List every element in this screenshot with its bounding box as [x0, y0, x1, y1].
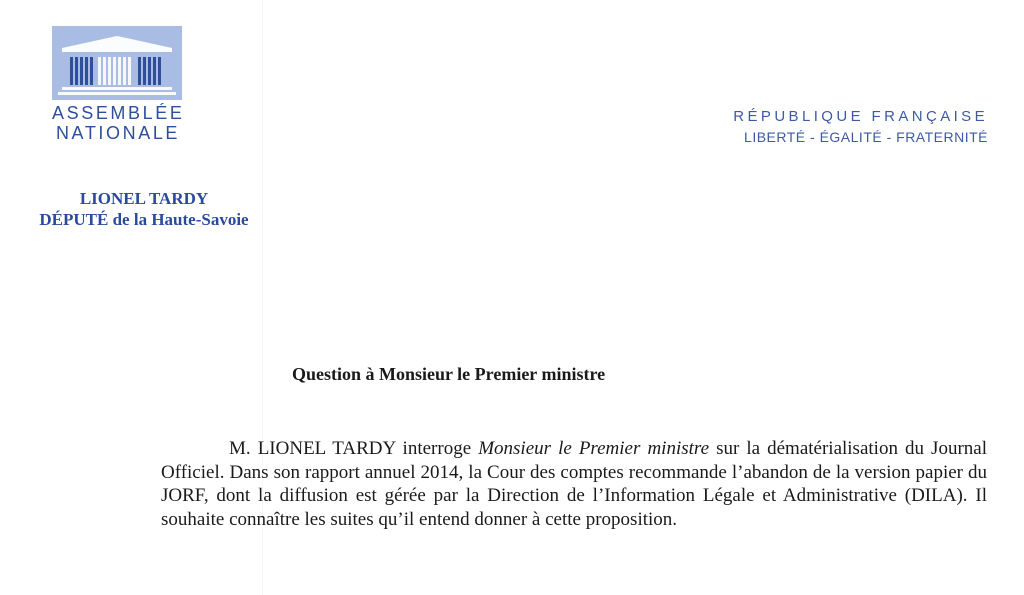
republique-header [733, 107, 988, 147]
parliament-columns-icon [52, 26, 182, 100]
deputy-block [18, 188, 270, 230]
deputy-name: LIONEL TARDY [79, 189, 209, 208]
logo-line-nationale: NATIONALE [55, 123, 181, 143]
logo-text [52, 103, 184, 143]
question-title: Question à Monsieur le Premier ministre [292, 364, 606, 384]
deputy-role: DÉPUTÉ de la Haute-Savoie [39, 210, 249, 229]
logo-line-assemblee: ASSEMBLÉE [52, 103, 185, 123]
question-body [161, 437, 987, 531]
parliament-building-graphic [52, 26, 182, 100]
republique-title: RÉPUBLIQUE FRANÇAISE [733, 108, 988, 125]
republique-motto: LIBERTÉ - ÉGALITÉ - FRATERNITÉ [744, 129, 988, 145]
question-text-italic: Monsieur le Premier ministre [478, 438, 710, 459]
assemblee-nationale-logo [52, 26, 184, 143]
question-text-part1: M. LIONEL TARDY interroge [229, 438, 479, 459]
question-text-part2: sur la dématérialisation du Journal Officiel. Dans son rapport annuel 2014, la Cour des comptes recommande l’abandon de la version papier du JORF, dont la diffusion est gérée par la Direction de l’Information Légale et Administrative (DILA). Il souhaite connaître les suites qu’il entend donner à cette proposition. [161, 438, 987, 530]
